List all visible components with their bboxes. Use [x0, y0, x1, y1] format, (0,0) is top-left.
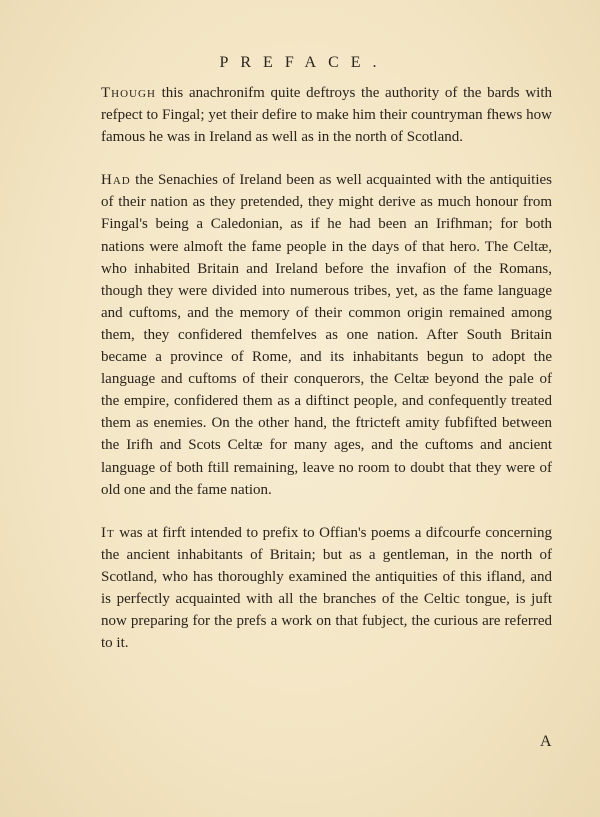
paragraph-text: this anachronifm quite deftroys the authority of the bards with refpect to Fingal; yet their defire to make him their countryman fhews how famous he was in Ireland as well as in the north of Scotland. — [101, 85, 552, 146]
paragraph — [101, 522, 552, 655]
signature-mark: A — [540, 733, 552, 750]
paragraph-lead-word: Though — [101, 85, 156, 101]
paragraph-text: the Senachies of Ireland been as well acquainted with the antiquities of their nation as they pretended, they might derive as much honour from Fingal's being a Caledonian, as if he had been an Irifhman; for both nations were almoft the fame people in the days of that hero. The Celtæ, who inhabited Britain and Ireland before the invafion of the Romans, though they were divided into numerous tribes, yet, as the fame language and cuftoms, and the memory of their common origin remained among them, they confidered themfelves as one nation. After South Britain became a province of Rome, and its inhabitants begun to adopt the language and cuftoms of their conquerors, the Celtæ beyond the pale of the empire, confidered them as a diftinct people, and confequently treated them as enemies. On the other hand, the ftricteft amity fubfifted between the Irifh and Scots Celtæ for many ages, and the cuftoms and ancient language of both ftill remaining, leave no room to doubt that they were of old one and the fame nation. — [101, 172, 552, 498]
page-body — [101, 82, 552, 654]
paragraph-lead-word: Had — [101, 172, 131, 189]
paragraph-lead-word: It — [101, 524, 115, 541]
paragraph — [101, 169, 552, 500]
paragraph — [101, 82, 552, 148]
paragraph-text: was at firft intended to prefix to Offian's poems a difcourfe concerning the ancient inhabitants of Britain; but as a gentleman, in the north of Scotland, who has thoroughly examined the antiquities of this ifland, and is perfectly acquainted with all the branches of the Celtic tongue, is juft now preparing for the prefs a work on that fubject, the curious are referred to it. — [101, 524, 552, 652]
page-header: PREFACE. — [219, 54, 389, 71]
